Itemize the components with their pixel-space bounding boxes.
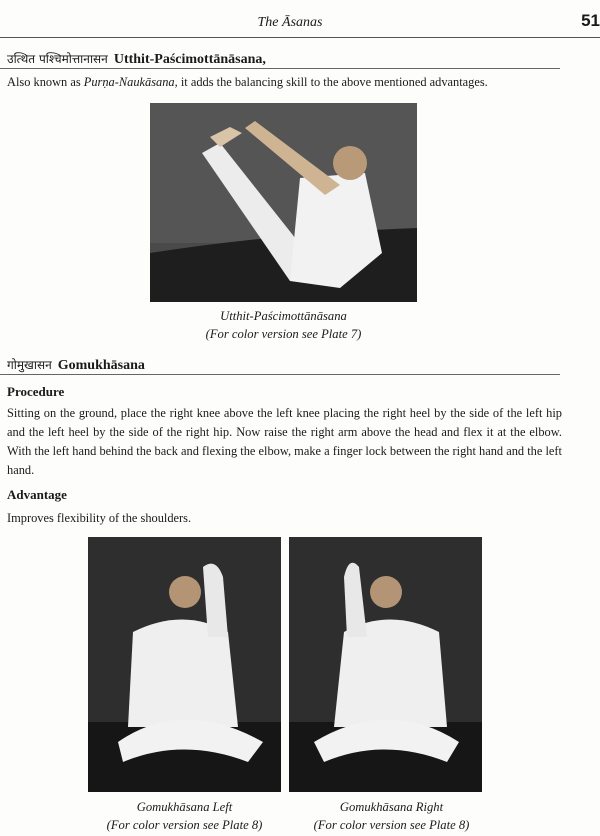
section-title-latin: Gomukhāsana — [57, 358, 145, 373]
header-rule — [0, 37, 600, 38]
caption-title: Gomukhāsana Right — [339, 800, 444, 814]
photo-gomukhasana-left — [88, 537, 281, 792]
caption-note: (For color version see Plate 7) — [205, 327, 362, 341]
section-title-latin: Utthit-Paścimottānāsana, — [113, 52, 266, 67]
page-header — [0, 11, 600, 39]
advantage-heading: Advantage — [7, 487, 67, 502]
section-rule — [0, 68, 560, 69]
figure-caption-gomukhasana-left — [88, 798, 281, 834]
alternate-name: Purṇa-Naukāsana, — [83, 75, 178, 89]
photo-gomukhasana-right — [289, 537, 482, 792]
figure-caption-utthit — [150, 307, 417, 343]
section-title-utthit — [7, 50, 266, 68]
figure-caption-gomukhasana-right — [289, 798, 494, 834]
section-title-devanagari: गोमुखासन — [7, 358, 52, 372]
caption-note: (For color version see Plate 8) — [313, 818, 470, 832]
page-number: 51 — [581, 11, 600, 30]
intro-paragraph: Also known as Purṇa-Naukāsana, it adds the balancing skill to the above mentioned advantages. — [7, 75, 488, 89]
section-title-gomukhasana — [7, 356, 145, 374]
advantage-text: Improves flexibility of the shoulders. — [7, 511, 192, 525]
section-title-devanagari: उत्थित पश्चिमोत्तानासन — [7, 52, 108, 66]
running-title: The Āsanas — [257, 15, 323, 30]
procedure-heading: Procedure — [7, 384, 65, 399]
photo-utthit-pascimottanasana — [150, 103, 417, 302]
caption-note: (For color version see Plate 8) — [106, 818, 263, 832]
section-rule — [0, 374, 560, 375]
procedure-text: Sitting on the ground, place the right knee above the left knee placing the right heel by the side of the left hip and the left heel by the side of the right hip. Now raise the right arm above the head and flex it at the elbow. With the left hand behind the back and flexing the elbow, make a finger lock between the right hand and the left hand. — [7, 406, 562, 477]
caption-title: Gomukhāsana Left — [136, 800, 233, 814]
caption-title: Utthit-Paścimottānāsana — [220, 309, 347, 323]
